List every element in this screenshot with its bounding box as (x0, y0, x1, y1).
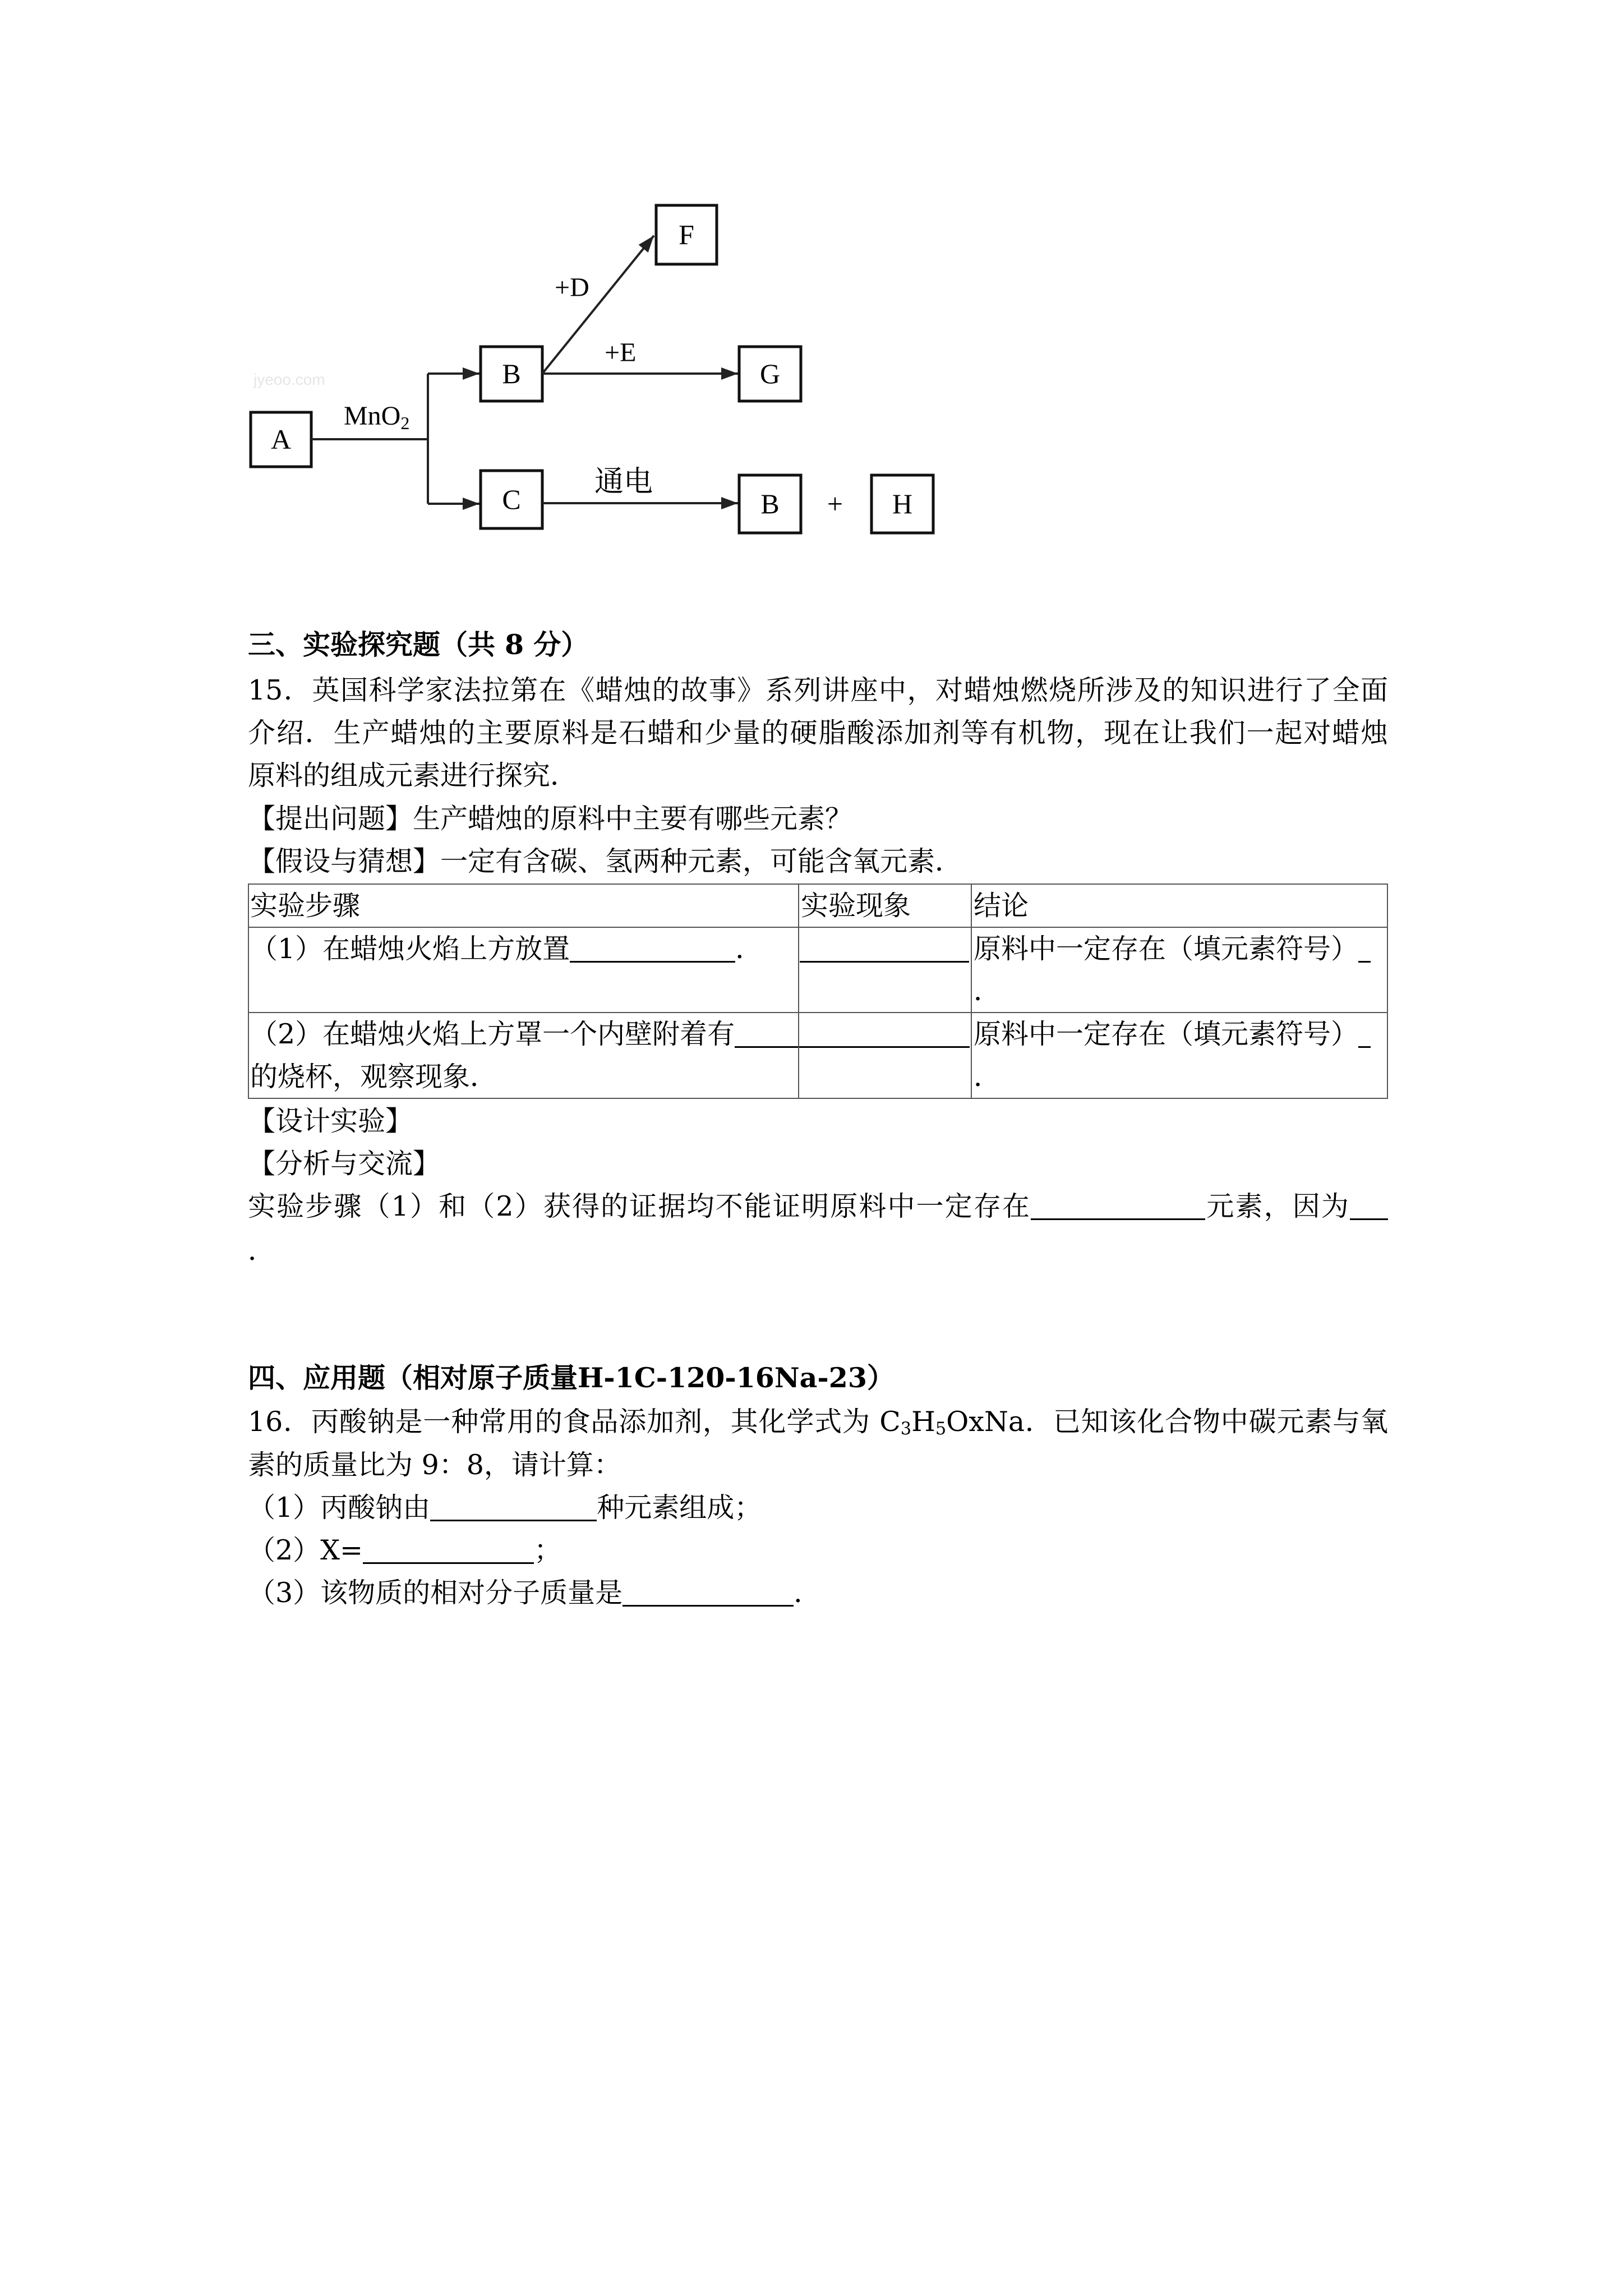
q16-text-line-2: 素的质量比为 9：8，请计算： (248, 1449, 621, 1481)
section-3-title: 三、实验探究题（共 8 分） (248, 628, 589, 661)
formula-carbon: C (879, 1406, 901, 1438)
sub-1-after: 种元素组成； (597, 1492, 762, 1524)
answer-blank (1358, 938, 1371, 963)
row-2-conclusion-end: ． (974, 1061, 1002, 1093)
table-header-steps: 实验步骤 (250, 890, 361, 922)
analysis-text-2: 元素，因为 (1205, 1190, 1350, 1222)
box-g-label: G (759, 358, 781, 389)
reagent-e-label: +E (605, 338, 637, 367)
q15-text-line-2: 介绍．生产蜡烛的主要原料是石蜡和少量的硬脂酸添加剂等有机物，现在让我们一起对蜡烛 (248, 717, 1388, 749)
table-row-2-step (250, 1013, 798, 1055)
answer-blank (1358, 1024, 1371, 1048)
box-a-label: A (270, 424, 292, 455)
answer-blank (800, 938, 969, 963)
answer-blank (735, 1024, 798, 1048)
answer-blank (1350, 1196, 1388, 1220)
table-row-2-conclusion (974, 1013, 1386, 1055)
row-2-step-line-1: （2）在蜡烛火焰上方罩一个内壁附着有 (250, 1018, 735, 1050)
row-1-step-end: ． (735, 933, 763, 965)
table-header-conclusion: 结论 (974, 890, 1029, 922)
section-4-title: 四、应用题（相对原子质量H-1C-120-16Na-23） (248, 1361, 895, 1394)
formula-rest: OxNa (946, 1406, 1025, 1438)
answer-blank (363, 1540, 534, 1564)
formula-carbon-count: 3 (900, 1419, 912, 1439)
row-1-conclusion-text: 原料中一定存在（填元素符号） (974, 933, 1359, 965)
watermark-text: jyeoo.com (253, 371, 325, 388)
q16-line-1-after: ．已知该化合物中碳元素与氧 (1025, 1406, 1388, 1438)
box-f-label: F (679, 219, 694, 250)
sub-3-before: （3）该物质的相对分子质量是 (248, 1577, 623, 1609)
q15-text-line-3: 原料的组成元素进行探究． (248, 760, 578, 792)
plus-sign: + (827, 488, 843, 519)
analysis-question (248, 1185, 1388, 1228)
table-row-2-phenomenon (799, 1013, 971, 1055)
q16-sub-question-3 (248, 1572, 1388, 1614)
chemical-formula (879, 1406, 1025, 1438)
q16-line-1-before: 16．丙酸钠是一种常用的食品添加剂，其化学式为 (248, 1406, 880, 1438)
answer-blank (430, 1497, 597, 1521)
analysis-heading: 【分析与交流】 (248, 1148, 441, 1180)
analysis-text-end: ． (248, 1235, 276, 1267)
arrow-b-to-f (542, 236, 654, 374)
table-row-1-step (250, 928, 796, 970)
row-1-conclusion-end: ． (974, 975, 1002, 1007)
answer-blank (623, 1582, 794, 1607)
row-1-step-text: （1）在蜡烛火焰上方放置 (250, 933, 570, 965)
row-2-conclusion-text: 原料中一定存在（填元素符号） (974, 1018, 1359, 1050)
sub-2-before: （2）X= (248, 1534, 363, 1566)
hypothesis: 【假设与猜想】一定有含碳、氢两种元素，可能含氧元素． (248, 845, 963, 877)
answer-blank (1031, 1196, 1205, 1220)
sub-1-before: （1）丙酸钠由 (248, 1492, 431, 1524)
box-b-product-label: B (760, 488, 780, 519)
electrolysis-label: 通电 (594, 466, 653, 498)
row-2-step-line-2: 的烧杯，观察现象． (250, 1061, 498, 1093)
box-b-label: B (502, 358, 521, 389)
sub-3-after: ． (794, 1577, 822, 1609)
catalyst-subscript: 2 (400, 413, 410, 433)
answer-blank (799, 1024, 970, 1048)
table-column-divider (971, 885, 972, 1098)
formula-hydrogen-count: 5 (935, 1419, 947, 1439)
ask-question: 【提出问题】生产蜡烛的原料中主要有哪些元素？ (248, 803, 853, 835)
table-column-divider (798, 885, 799, 1098)
q16-text-line-1 (248, 1401, 1388, 1443)
table-header-phenomena: 实验现象 (801, 890, 911, 922)
box-c-label: C (502, 484, 521, 515)
box-h-label: H (892, 488, 913, 519)
catalyst-formula: MnO (344, 401, 401, 431)
reagent-d-label: +D (555, 273, 589, 302)
answer-blank (570, 938, 735, 963)
analysis-text-1: 实验步骤（1）和（2）获得的证据均不能证明原料中一定存在 (248, 1190, 1031, 1222)
formula-hydrogen: H (911, 1406, 935, 1438)
reaction-diagram (0, 0, 1623, 595)
table-row-1-phenomenon (800, 928, 970, 970)
experiment-table (248, 884, 1388, 1099)
sub-2-after: ； (534, 1534, 562, 1566)
design-experiment-heading: 【设计实验】 (248, 1105, 413, 1137)
q16-sub-question-1 (248, 1487, 1388, 1529)
catalyst-label (344, 401, 409, 433)
q16-sub-question-2 (248, 1529, 1388, 1572)
table-row-1-conclusion (974, 928, 1386, 970)
q15-text-line-1: 15．英国科学家法拉第在《蜡烛的故事》系列讲座中，对蜡烛燃烧所涉及的知识进行了全面 (248, 674, 1388, 706)
